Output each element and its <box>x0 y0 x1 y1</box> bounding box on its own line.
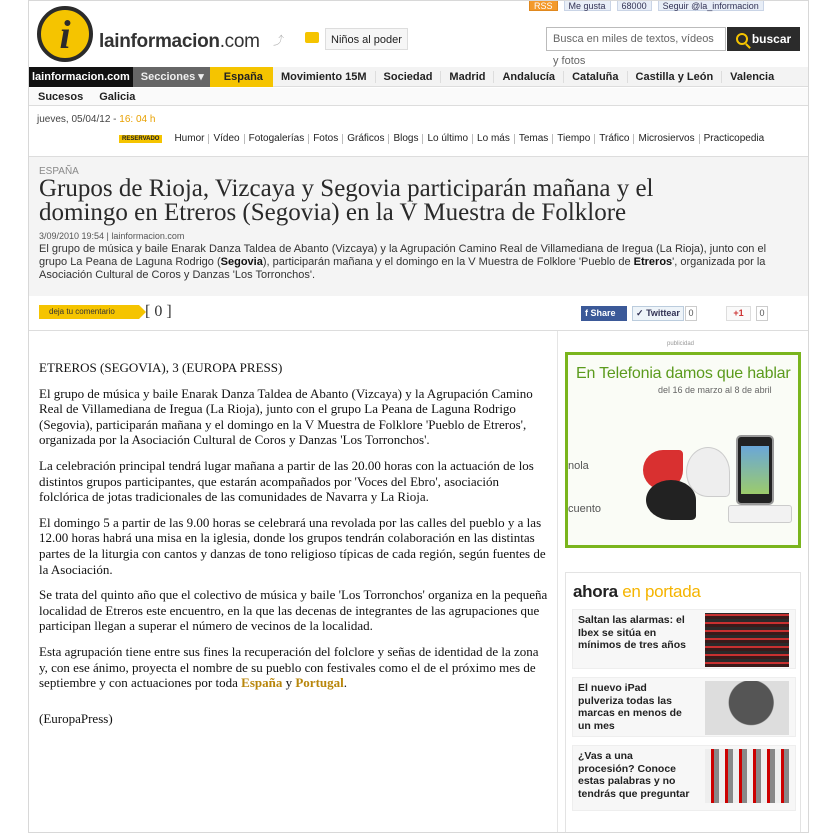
section-kicker[interactable]: ESPAÑA <box>39 166 79 177</box>
article-meta: 3/09/2010 19:54 | lainformacion.com <box>39 231 185 241</box>
article-headline: Grupos de Rioja, Vizcaya y Segovia participarán mañana y el domingo en Etreros (Segovia) en la V Muestra de Folklore <box>39 175 654 226</box>
promo-link[interactable]: Niños al poder <box>325 28 408 50</box>
article-dateline: ETREROS (SEGOVIA), 3 (EUROPA PRESS) <box>39 360 283 375</box>
front-page-item[interactable] <box>572 677 796 737</box>
ad-banner[interactable] <box>565 352 801 548</box>
subnav-link[interactable]: Blogs <box>389 134 423 144</box>
nav-item[interactable]: Galicia <box>99 90 136 103</box>
comment-bubble-icon[interactable] <box>305 32 319 43</box>
twitter-share-button[interactable]: ✓ Twittear <box>632 306 684 321</box>
phone-dock-icon <box>728 505 792 523</box>
subnav-link[interactable]: Tiempo <box>553 134 595 144</box>
article-paragraph: Se trata del quinto año que el colectivo de música y baile 'Los Torronchos' organiza en la pequeña localidad de Etreros este encuentro, en la que las decenas de integrantes de las agrupaciones que participan llegan a superar el número de vecinos de la localidad. <box>39 587 548 634</box>
nav-sections-dropdown[interactable]: Secciones ▾ <box>133 67 210 87</box>
logo-wordmark: lainformacion.com <box>99 31 260 52</box>
nav-item[interactable]: Movimiento 15M <box>273 71 376 83</box>
article-paragraph: El grupo de música y baile Enarak Danza Taldea de Abanto (Vizcaya) y la Agrupación Camino Real de Villamediana de Iregua (La Rioja), junto con el grupo La Peana de Laguna Rodrigo (Segovia), participarán mañana y el domingo en la V Muestra de Folklore 'Pueblo de Etreros', organizada por la Asociación Cultural de Coros y Danzas 'Los Torronchos'. <box>39 385 533 448</box>
nav-item[interactable]: Valencia <box>730 70 775 83</box>
smartphone-icon <box>736 435 774 505</box>
front-page-item[interactable] <box>572 609 796 669</box>
twitter-count: 0 <box>685 306 697 321</box>
facebook-share-button[interactable]: f Share <box>581 306 627 321</box>
nav-item[interactable]: Castilla y León <box>628 71 723 83</box>
leave-comment-button[interactable]: deja tu comentario <box>39 305 139 319</box>
follow-button[interactable]: Seguir @la_informacion <box>658 1 764 11</box>
ipad-image[interactable] <box>705 681 789 735</box>
ad-side-text: nola <box>568 460 589 472</box>
stock-board-image[interactable] <box>705 613 789 667</box>
main-nav <box>29 67 809 87</box>
secondary-links <box>119 131 768 147</box>
front-page-item-title[interactable]: Saltan las alarmas: el Ibex se sitúa en mínimos de tres años <box>578 614 686 651</box>
link-espana[interactable]: España <box>241 675 283 691</box>
article-lead: El grupo de música y baile Enarak Danza Taldea de Abanto (Vizcaya) y la Agrupación Camino Real de Villamediana de Iregua (La Rioja), junto con el grupo La Peana de Laguna Rodrigo (Segovia), participarán mañana y el domingo en la V Muestra de Folklore 'Pueblo de Etreros', organizada por la Asociación Cultural de Coros y Danzas 'Los Torronchos'. <box>39 243 767 281</box>
nav-item[interactable]: Andalucía <box>494 71 564 83</box>
ad-headline: En Telefonia damos que hablar <box>576 365 791 382</box>
nav-item[interactable]: Madrid <box>441 71 494 83</box>
subnav-link[interactable]: Microsiervos <box>634 134 699 144</box>
column-divider <box>557 331 558 833</box>
comment-count: [ 0 ] <box>145 303 172 320</box>
nav-item[interactable]: Sociedad <box>376 71 442 83</box>
front-page-box <box>565 572 801 833</box>
search-icon <box>736 33 748 45</box>
subnav-link[interactable]: Lo más <box>473 134 515 144</box>
like-button[interactable]: Me gusta <box>564 1 611 11</box>
subnav-link[interactable]: Fotos <box>309 134 343 144</box>
article-header <box>29 156 809 296</box>
reserved-badge: RESERVADO <box>119 135 162 143</box>
front-page-item-title[interactable]: El nuevo iPad pulveriza todas las marcas en menos de un mes <box>578 682 682 732</box>
search-button[interactable] <box>727 27 800 51</box>
subnav-link[interactable]: Humor <box>170 134 209 144</box>
nav-item[interactable]: Cataluña <box>564 71 627 83</box>
front-page-title: ahora en portada <box>573 582 701 601</box>
sub-nav-row <box>29 88 809 106</box>
nav-active-espana[interactable]: España <box>210 67 273 87</box>
browser-page <box>28 0 809 833</box>
social-strip <box>529 1 764 11</box>
nav-home[interactable]: lainformacion.com <box>29 67 133 87</box>
article-paragraph: Esta agrupación tiene entre sus fines la recuperación del folclore y señas de identidad de la zona y, con ese ánimo, proyecta el nombre de su pueblo con festivales como el de el próximo mes de septiembre y con actuaciones por toda España y Portugal. <box>39 643 539 691</box>
article-body <box>39 360 549 736</box>
front-page-item-title[interactable]: ¿Vas a una procesión? Conoce estas palabras y no tendrás que preguntar <box>578 750 690 800</box>
subnav-link[interactable]: Fotogalerías <box>245 134 310 144</box>
article-source: (EuropaPress) <box>39 710 113 726</box>
divider <box>29 330 809 331</box>
subnav-link[interactable]: Tráfico <box>595 134 634 144</box>
logo-i-icon: i <box>37 6 93 62</box>
share-icon[interactable]: ⤴ <box>273 35 284 47</box>
gplus-button[interactable]: +1 <box>726 306 751 321</box>
search-button-label: buscar <box>751 32 792 46</box>
subnav-link[interactable]: Vídeo <box>209 134 244 144</box>
article-actions <box>29 298 809 328</box>
subnav-link[interactable]: Temas <box>515 134 553 144</box>
ad-label: publicidad <box>667 341 695 347</box>
subnav-link[interactable]: Practicopedia <box>703 133 765 144</box>
article-paragraph: El domingo 5 a partir de las 9.00 horas se celebrará una revolada por las calles del pueblo y a las 12.00 horas habrá una misa en la iglesia, donde los grupos tendrán colaboración en las distintas partes de la liturgia con cantos y danzas de tono religioso típicas de cada región, según fuentes de la Asociación. <box>39 514 546 577</box>
like-count: 68000 <box>617 1 652 11</box>
front-page-item[interactable] <box>572 745 796 811</box>
article-paragraph: La celebración principal tendrá lugar mañana a partir de las 20.00 horas con la actuación de los distintos grupos participantes, que estarán acompañados por 'Voces del Ebro', asociación folclórica de jotas tradicionales de las comunidades de Navarra y La Rioja. <box>39 457 534 505</box>
rss-button[interactable]: RSS <box>529 1 558 11</box>
current-date: jueves, 05/04/12 - 16: 04 h <box>37 114 156 125</box>
ad-side-text: cuento <box>568 503 602 515</box>
twitter-bird-icon: ✓ <box>636 308 644 318</box>
nav-item[interactable]: Sucesos <box>38 90 84 103</box>
ad-dates: del 16 de marzo al 8 de abril <box>658 385 772 395</box>
link-portugal[interactable]: Portugal <box>295 675 344 691</box>
subnav-link[interactable]: Lo último <box>423 134 473 144</box>
procession-image[interactable] <box>705 749 789 803</box>
search-input[interactable]: Busca en miles de textos, vídeos y fotos <box>546 27 726 51</box>
subnav-link[interactable]: Gráficos <box>343 134 389 144</box>
black-gramophone-icon <box>646 480 696 520</box>
site-logo[interactable] <box>37 6 260 62</box>
gplus-count: 0 <box>756 306 768 321</box>
